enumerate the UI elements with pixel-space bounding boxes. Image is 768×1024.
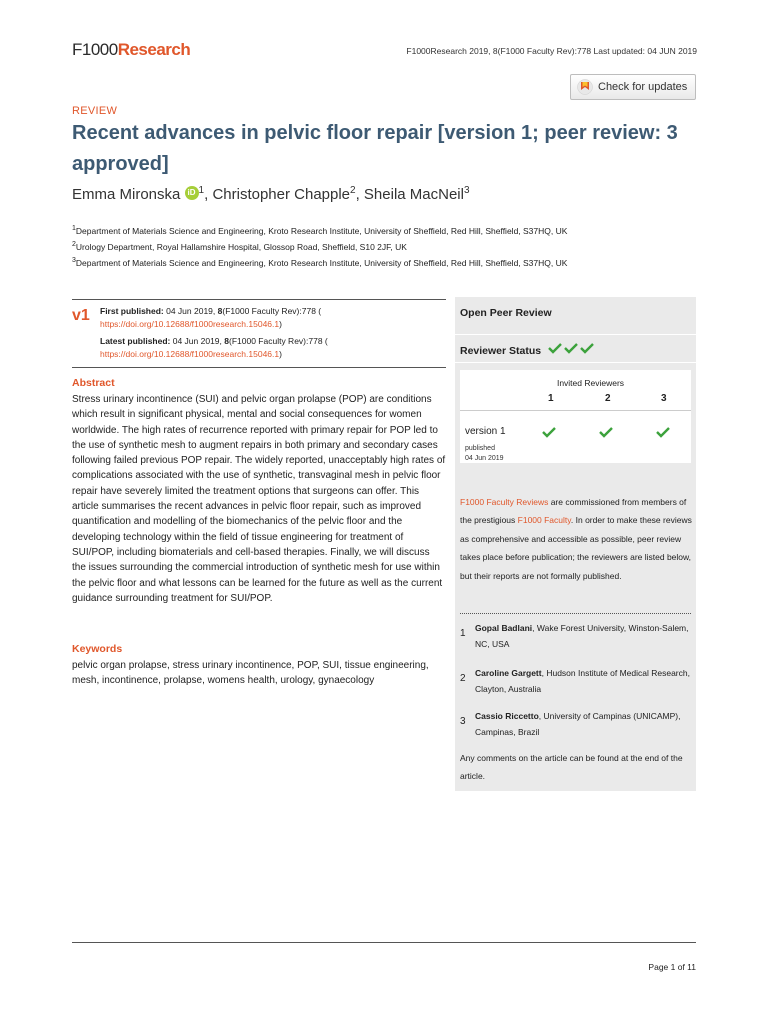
page-number: Page 1 of 11 bbox=[648, 962, 696, 972]
divider bbox=[460, 613, 691, 614]
abstract-text: Stress urinary incontinence (SUI) and pelvic organ prolapse (POP) are conditions which result in significant physical, mental and social consequences for women worldwide. The high rates of recurrence reported with primary repair for POP led to the use of synthetic mesh to augment repairs in both primary and secondary cases following failed previous POP repair. The widely reported, unacceptably high rates of complications associated with the use of synthetic, transvaginal mesh in pelvic floor repair have severely limited the treatment options that surgeons can offer. This article summarises the recent advances in pelvic floor repair, such as improved quantification and modelling of the biomechanics of the pelvic floor and the developing technology within the field of tissue engineering for treatment of SUI/POP, including biomaterials and cell-based therapies. Finally, we will discuss the issues surrounding the commercial introduction of synthetic mesh for use within the pelvic floor and what lessons can be learned for the future as well as the current guidance surrounding treatment for SUI/POP. bbox=[72, 394, 446, 604]
comments-note: Any comments on the article can be found at the end of the article. bbox=[460, 753, 683, 782]
author-name[interactable]: Emma Mironska bbox=[72, 186, 181, 203]
latest-published: Latest published: 04 Jun 2019, 8(F1000 Faculty Rev):778 ( https://doi.org/10.12688/f1000research.15046.1) bbox=[100, 336, 328, 359]
faculty-link[interactable]: F1000 Faculty bbox=[517, 515, 571, 526]
article-type: REVIEW bbox=[72, 105, 118, 117]
review-info-text: F1000 Faculty Reviews are commissioned from members of the prestigious F1000 Faculty. In order to make these reviews as comprehensive and accessible as possible, peer review takes place before publication; the reviewers are listed below, but their reports are not formally published. bbox=[460, 497, 692, 581]
approved-check-icon[interactable] bbox=[542, 427, 556, 438]
version-published: published 04 Jun 2019 bbox=[465, 445, 504, 462]
divider bbox=[455, 334, 696, 335]
check-for-updates-label: Check for updates bbox=[598, 81, 688, 93]
author-name[interactable]: Sheila MacNeil bbox=[363, 186, 464, 203]
divider bbox=[460, 410, 691, 411]
affiliation: $^1$Department of Materials Science and Engineering, Kroto Research Institute, University of Sheffield, Red Hill, Sheffield, S37HQ, UK bbox=[72, 225, 568, 236]
check-for-updates-button[interactable] bbox=[570, 74, 696, 100]
abstract-heading: Abstract bbox=[72, 377, 115, 389]
header-citation: F1000Research 2019, 8(F1000 Faculty Rev):778 Last updated: 04 JUN 2019 bbox=[406, 46, 697, 56]
first-published: First published: 04 Jun 2019, 8(F1000 Faculty Rev):778 ( https://doi.org/10.12688/f1000research.15046.1) bbox=[100, 306, 322, 329]
invited-reviewers-label: Invited Reviewers bbox=[556, 378, 625, 388]
doi-link[interactable]: https://doi.org/10.12688/f1000research.15046.1 bbox=[100, 319, 280, 329]
journal-logo: F1000Research bbox=[72, 40, 191, 59]
divider bbox=[455, 362, 696, 363]
keywords-text: pelvic organ prolapse, stress urinary incontinence, POP, SUI, tissue engineering, mesh, incontinence, prolapse, womens health, urology, gynaecology bbox=[72, 660, 429, 687]
article-title: Recent advances in pelvic floor repair [version 1; peer review: 3 approved] bbox=[72, 122, 678, 175]
author-name[interactable]: Christopher Chapple bbox=[212, 186, 351, 203]
reviewer-name[interactable]: Cassio Riccetto bbox=[475, 711, 539, 721]
reviewer-name[interactable]: Caroline Gargett bbox=[475, 668, 542, 678]
reviewer-column: 1 bbox=[548, 393, 554, 404]
affiliation: $^3$Department of Materials Science and Engineering, Kroto Research Institute, University of Sheffield, Red Hill, Sheffield, S37HQ, UK bbox=[72, 257, 568, 268]
divider bbox=[72, 299, 446, 300]
panel-heading: Open Peer Review bbox=[460, 307, 552, 319]
version-row-label: version 1 bbox=[465, 426, 506, 437]
approved-check-icon[interactable] bbox=[656, 427, 670, 438]
approved-checks-icon bbox=[548, 342, 594, 354]
open-peer-review-panel: Open Peer Review Reviewer Status Invited Reviewers 1 2 3 version 1 published 04 Jun 2019 F1000 Faculty Reviews are commissioned from members of the prestigious F1000 Faculty. In order to make these reviews as comprehensive and accessible as possible, peer review takes place before publication; the reviewers are listed below, but their reports are not formally published. 1 Gopal Badlani, Wake Forest University, Winston-Salem, NC, USA 2 Caroline Gargett, Hudson Institute of Medical Research, Clayton, Australia 3 Cassio Riccetto, University of Campinas (UNICAMP), Campinas, Brazil Any comments on the article can be found at the end of the article. bbox=[455, 297, 696, 791]
reviewer-table bbox=[460, 370, 691, 463]
faculty-reviews-link[interactable]: F1000 Faculty Reviews bbox=[460, 497, 549, 507]
doi-link[interactable]: https://doi.org/10.12688/f1000research.15046.1 bbox=[100, 349, 280, 359]
author-list: Emma Mironska iD $^1$, Christopher Chapple$^2$, Sheila MacNeil$^3$ bbox=[72, 185, 470, 203]
affiliation: $^2$Urology Department, Royal Hallamshire Hospital, Glossop Road, Sheffield, S10 2JF, UK bbox=[72, 241, 407, 252]
reviewer-status: Reviewer Status bbox=[460, 342, 594, 357]
reviewer-name[interactable]: Gopal Badlani bbox=[475, 623, 533, 633]
crossmark-icon bbox=[577, 79, 593, 95]
keywords-heading: Keywords bbox=[72, 643, 123, 655]
reviewer-column: 3 bbox=[661, 393, 667, 404]
footer-divider bbox=[72, 942, 696, 943]
orcid-icon[interactable]: iD bbox=[185, 186, 199, 200]
approved-check-icon[interactable] bbox=[599, 427, 613, 438]
divider bbox=[72, 367, 446, 368]
version-label: v1 bbox=[72, 307, 90, 324]
reviewer-column: 2 bbox=[605, 393, 611, 404]
